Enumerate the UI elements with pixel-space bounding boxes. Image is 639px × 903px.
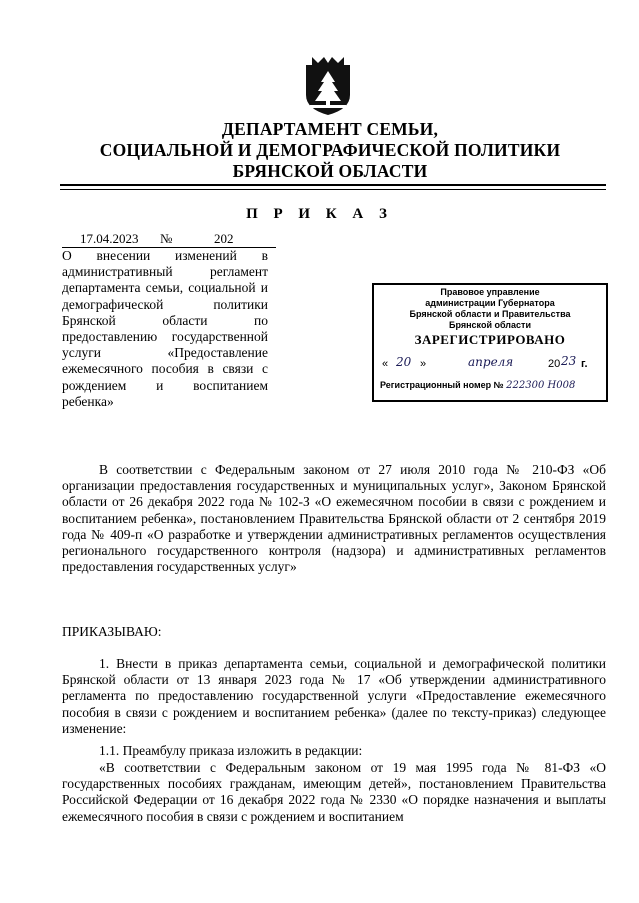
- header-line-1: ДЕПАРТАМЕНТ СЕМЬИ,: [221, 119, 439, 139]
- stamp-quote-close: »: [420, 358, 427, 370]
- stamp-org-line-2: администрации Губернатора: [425, 298, 555, 308]
- quote-paragraph: «В соответствии с Федеральным законом от 19 мая 1995 года № 81-ФЗ «О государственных пособиях гражданам, имеющим детей», постановлением Правительства Российской Федерации от 16 декабря 2022 года № 2330 «О порядке назначения и выплаты ежемесячного пособия в связи с рождением и воспитанием: [62, 760, 606, 824]
- number-symbol: №: [160, 231, 173, 246]
- order-meta: [62, 231, 276, 248]
- header-line-2: СОЦИАЛЬНОЙ И ДЕМОГРАФИЧЕСКОЙ ПОЛИТИКИ: [99, 140, 561, 160]
- stamp-quote-open: «: [382, 358, 389, 370]
- order-date: 17.04.2023: [80, 231, 139, 246]
- coat-of-arms-icon: [302, 55, 354, 117]
- header-rule-thin: [60, 189, 606, 190]
- decree-word: ПРИКАЗЫВАЮ:: [62, 624, 162, 639]
- header-rule-thick: [60, 184, 606, 186]
- order-subject: О внесении изменений в административный регламент департамента семьи, социальной и демографической политики Брянской области по предоставлению государственной услуги «Предоставление ежемесячного пособия в связи с рождением и воспитанием ребенка»: [62, 248, 268, 409]
- stamp-date: [382, 354, 602, 374]
- item-1-paragraph: 1. Внести в приказ департамента семьи, социальной и демографической политики Брянской области от 13 января 2023 года № 17 «Об утверждении административного регламента по предоставлению государственной услуги «Предоставление ежемесячного пособия в связи с рождением и воспитанием ребенка» (далее по тексту-приказ) следующее изменение:: [62, 656, 606, 736]
- stamp-regnum: [380, 380, 604, 391]
- stamp-regnum-label: Регистрационный номер №: [380, 380, 504, 390]
- stamp-month: апреля: [468, 355, 514, 369]
- header-line-3: БРЯНСКОЙ ОБЛАСТИ: [232, 161, 428, 181]
- stamp-day: 20: [396, 355, 412, 369]
- stamp-year-suffix: 23: [561, 354, 577, 368]
- registration-stamp: [372, 283, 608, 402]
- department-header: [95, 119, 565, 182]
- stamp-org-line-4: Брянской области: [449, 320, 531, 330]
- stamp-org-line-1: Правовое управление: [440, 287, 540, 297]
- stamp-year-end: г.: [581, 358, 588, 370]
- preamble-paragraph: В соответствии с Федеральным законом от 27 июля 2010 года № 210-ФЗ «Об организации предоставления государственных и муниципальных услуг», Законом Брянской области от 26 декабря 2022 года № 102-З «О ежемесячном пособии в связи с рождением и воспитанием ребенка», постановлением Правительства Брянской области от 2 сентября 2019 года № 409-п «О разработке и утверждении административных регламентов осуществления регионального государственного контроля (надзора) и административных регламентов предоставления государственных услуг»: [62, 462, 606, 575]
- stamp-registered: ЗАРЕГИСТРИРОВАНО: [414, 332, 566, 347]
- stamp-org-line-3: Брянской области и Правительства: [409, 309, 571, 319]
- item-1-1-paragraph: 1.1. Преамбулу приказа изложить в редакции:: [99, 743, 363, 758]
- stamp-year-prefix: 20: [548, 358, 561, 370]
- order-title: П Р И К А З: [246, 206, 393, 222]
- stamp-regnum-value: 222300 H008: [506, 380, 576, 391]
- order-number: 202: [214, 231, 234, 246]
